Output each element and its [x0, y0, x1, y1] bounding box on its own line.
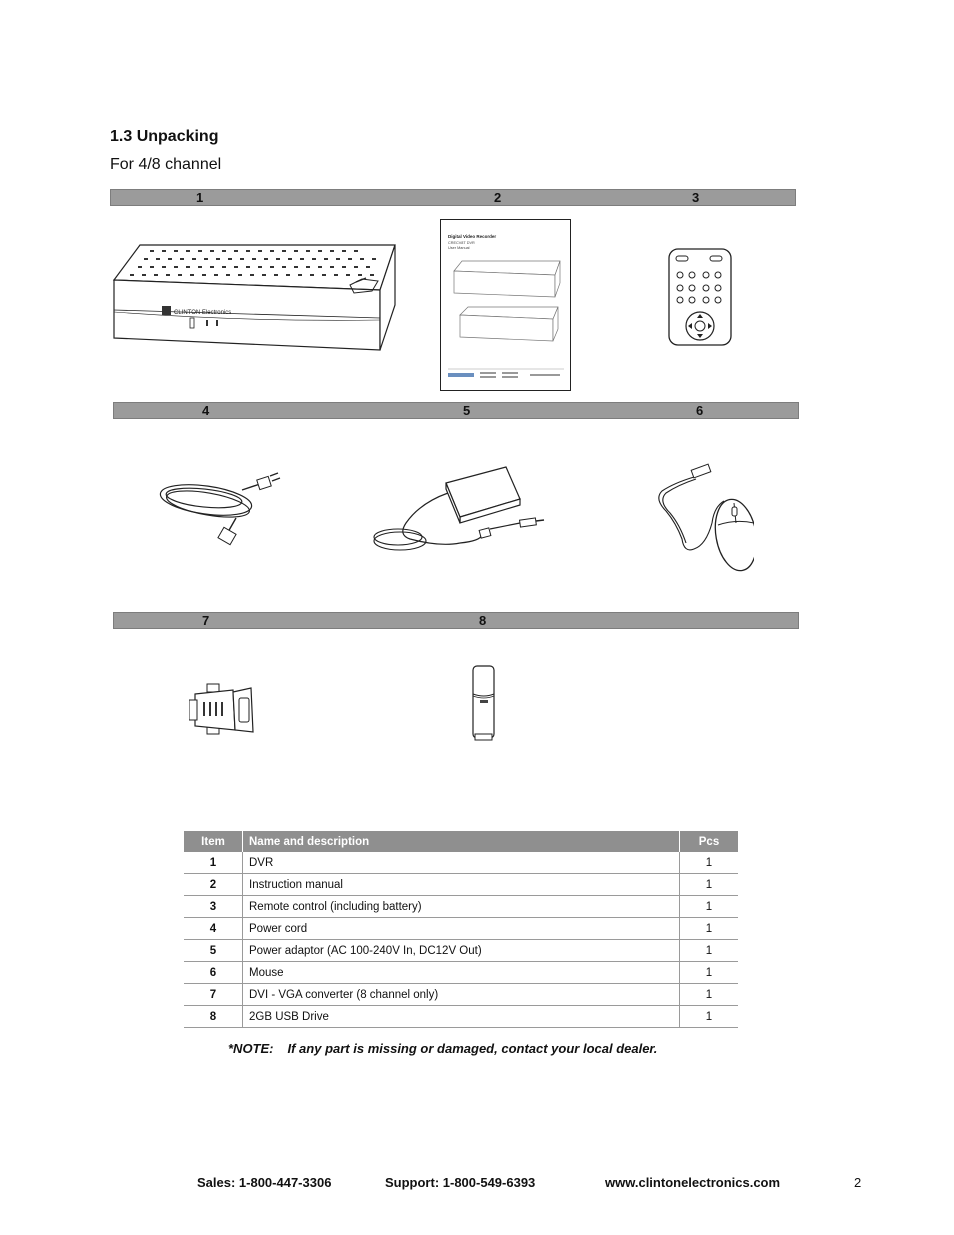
table-row	[184, 852, 738, 874]
manual-sub-text: User Manual	[448, 246, 470, 250]
table-header-row	[184, 831, 738, 852]
bar-label: 2	[494, 190, 502, 205]
unpacking-items-table	[184, 831, 738, 1028]
table-row	[184, 874, 738, 896]
table-row	[184, 896, 738, 918]
item-number-cell: 6	[184, 962, 243, 984]
manual-image	[440, 219, 571, 391]
item-name-cell: Mouse	[243, 962, 680, 984]
table-row	[184, 918, 738, 940]
item-number-cell: 7	[184, 984, 243, 1006]
footer-website-link[interactable]: www.clintonelectronics.com	[605, 1175, 781, 1190]
bar-label: 7	[202, 613, 210, 628]
item-name-cell: Power adaptor (AC 100-240V In, DC12V Out)	[243, 940, 680, 962]
item-name-cell: DVI - VGA converter (8 channel only)	[243, 984, 680, 1006]
item-number-cell: 4	[184, 918, 243, 940]
bar-label: 5	[463, 403, 471, 418]
power-cord-image	[156, 470, 284, 555]
item-number-cell: 8	[184, 1006, 243, 1028]
item-pcs-cell: 1	[680, 896, 739, 918]
manual-sub-text: CRECV8T DVR	[448, 241, 475, 245]
item-number-cell: 2	[184, 874, 243, 896]
section-title: 1.3 Unpacking	[110, 128, 219, 145]
dvr-image	[110, 240, 400, 355]
item-pcs-cell: 1	[680, 1006, 739, 1028]
note-text: If any part is missing or damaged, contact your local dealer.	[287, 1041, 658, 1056]
table-row	[184, 1006, 738, 1028]
column-header-item: Item	[184, 831, 243, 852]
item-number-cell: 1	[184, 852, 243, 874]
item-pcs-cell: 1	[680, 962, 739, 984]
footer-sales-phone: Sales: 1-800-447-3306	[197, 1175, 332, 1190]
item-bar-row-3	[113, 612, 799, 629]
dvr-brand-text: CLINTON Electronics	[174, 310, 232, 316]
item-pcs-cell: 1	[680, 852, 739, 874]
item-name-cell: 2GB USB Drive	[243, 1006, 680, 1028]
item-pcs-cell: 1	[680, 984, 739, 1006]
column-header-name: Name and description	[243, 831, 680, 852]
item-number-cell: 5	[184, 940, 243, 962]
item-pcs-cell: 1	[680, 874, 739, 896]
item-name-cell: Remote control (including battery)	[243, 896, 680, 918]
item-number-cell: 3	[184, 896, 243, 918]
item-pcs-cell: 1	[680, 918, 739, 940]
table-row	[184, 984, 738, 1006]
footer-support-phone: Support: 1-800-549-6393	[385, 1175, 536, 1190]
dvi-vga-converter-image	[189, 682, 255, 738]
item-bar-row-2	[113, 402, 799, 419]
power-adaptor-image	[370, 463, 550, 558]
item-bar-row-1	[110, 189, 796, 206]
bar-label: 3	[692, 190, 700, 205]
table-row	[184, 940, 738, 962]
item-pcs-cell: 1	[680, 940, 739, 962]
section-subtitle: For 4/8 channel	[110, 156, 222, 173]
bar-label: 1	[196, 190, 204, 205]
usb-drive-image	[470, 664, 498, 742]
mouse-image	[654, 463, 754, 575]
item-name-cell: DVR	[243, 852, 680, 874]
manual-title-text: Digital Video Recorder	[448, 234, 497, 239]
table-row	[184, 962, 738, 984]
item-name-cell: Power cord	[243, 918, 680, 940]
bar-label: 6	[696, 403, 704, 418]
page-number: 2	[854, 1175, 862, 1190]
bar-label: 8	[479, 613, 487, 628]
note-label: *NOTE:	[228, 1041, 274, 1056]
remote-image	[668, 248, 732, 346]
item-name-cell: Instruction manual	[243, 874, 680, 896]
bar-label: 4	[202, 403, 210, 418]
column-header-pcs: Pcs	[680, 831, 739, 852]
missing-parts-note	[228, 1041, 657, 1056]
